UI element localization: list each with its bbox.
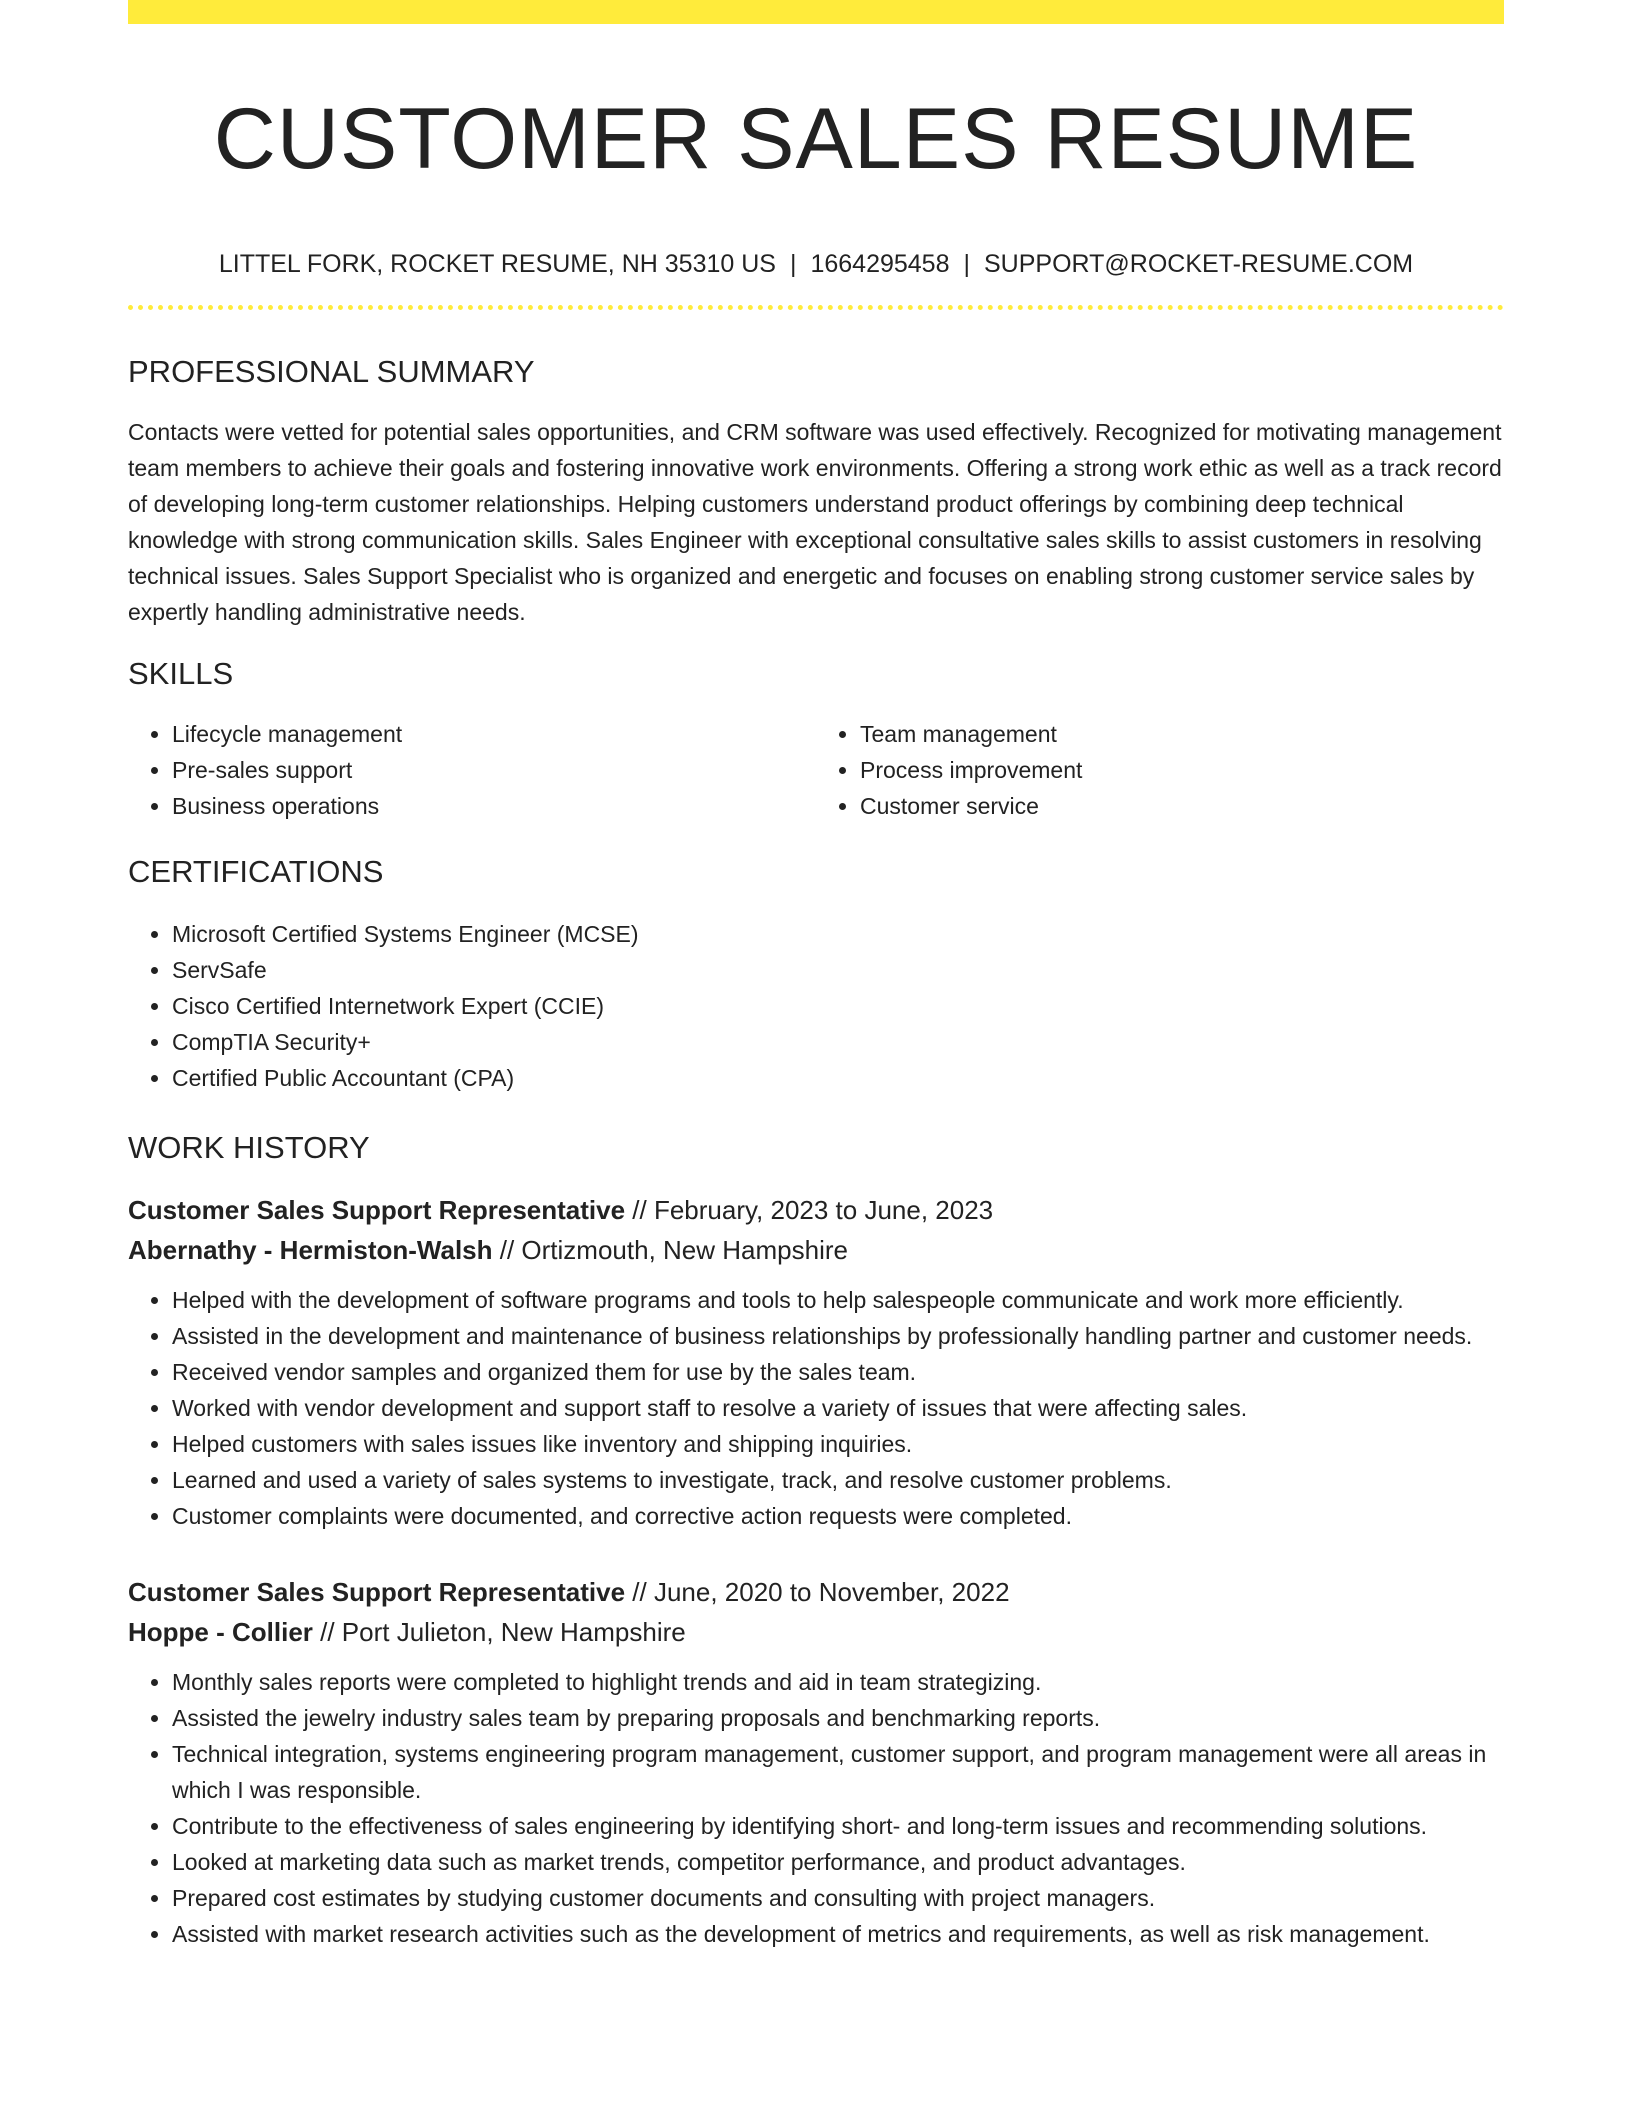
job-title-line <box>128 1190 1504 1230</box>
job-company: Abernathy - Hermiston-Walsh <box>128 1234 493 1265</box>
contact-phone: 1664295458 <box>810 249 950 278</box>
contact-address: LITTEL FORK, ROCKET RESUME, NH 35310 US <box>218 249 776 278</box>
skill-item: • Lifecycle management <box>172 716 816 752</box>
job-location: // Ortizmouth, New Hampshire <box>492 1234 848 1265</box>
job-title-line <box>128 1572 1504 1612</box>
job-location: // Port Julieton, New Hampshire <box>312 1616 686 1647</box>
job-bullet: • Assisted with market research activities such as the development of metrics and requirements, as well as risk management. <box>172 1916 1504 1952</box>
skill-item: • Pre-sales support <box>172 752 816 788</box>
accent-bar <box>128 0 1504 24</box>
certifications-list <box>128 916 1504 1096</box>
job-bullet: • Customer complaints were documented, and corrective action requests were completed. <box>172 1498 1504 1534</box>
contact-line <box>128 249 1504 279</box>
skills-columns <box>128 716 1504 824</box>
contact-email: SUPPORT@ROCKET-RESUME.COM <box>984 249 1414 278</box>
skill-item: • Team management <box>860 716 1504 752</box>
job-bullet-list <box>128 1282 1504 1534</box>
work-history-heading: WORK HISTORY <box>128 1129 370 1165</box>
job-bullet: • Looked at marketing data such as market trends, competitor performance, and product advantages. <box>172 1844 1504 1880</box>
skill-item: • Customer service <box>860 788 1504 824</box>
job-company: Hoppe - Collier <box>128 1616 313 1647</box>
summary-heading: PROFESSIONAL SUMMARY <box>128 353 535 389</box>
certifications-section <box>128 852 1504 1096</box>
job-bullet: • Prepared cost estimates by studying customer documents and consulting with project managers. <box>172 1880 1504 1916</box>
contact-separator: | <box>963 249 970 278</box>
certification-item: • ServSafe <box>172 952 1504 988</box>
job-company-line <box>128 1612 1504 1652</box>
job-bullet: • Monthly sales reports were completed to highlight trends and aid in team strategizing. <box>172 1664 1504 1700</box>
job-company-line <box>128 1230 1504 1270</box>
job-bullet: • Worked with vendor development and support staff to resolve a variety of issues that were affecting sales. <box>172 1390 1504 1426</box>
resume-title: CUSTOMER SALES RESUME <box>213 91 1419 187</box>
certification-item: • Microsoft Certified Systems Engineer (MCSE) <box>172 916 1504 952</box>
summary-text: Contacts were vetted for potential sales opportunities, and CRM software was used effectively. Recognized for motivating management team members to achieve their goals and fostering innovative work environments. Offering a strong work ethic as well as a track record of developing long-term customer relationships. Helping customers understand product offerings by combining deep technical knowledge with strong communication skills. Sales Engineer with exceptional consultative sales skills to assist customers in resolving technical issues. Sales Support Specialist who is organized and energetic and focuses on enabling strong customer service sales by expertly handling administrative needs. <box>128 418 1502 625</box>
job-bullet: • Assisted the jewelry industry sales team by preparing proposals and benchmarking reports. <box>172 1700 1504 1736</box>
job-dates: // February, 2023 to June, 2023 <box>625 1194 994 1225</box>
certification-item: • Certified Public Accountant (CPA) <box>172 1060 1504 1096</box>
job-bullet: • Helped customers with sales issues like inventory and shipping inquiries. <box>172 1426 1504 1462</box>
skills-section <box>128 654 1504 824</box>
job-role: Customer Sales Support Representative <box>128 1576 626 1607</box>
certification-item: • CompTIA Security+ <box>172 1024 1504 1060</box>
skills-heading: SKILLS <box>128 655 234 691</box>
job-bullet: • Technical integration, systems engineering program management, customer support, and program management were all areas in which I was responsible. <box>172 1736 1504 1808</box>
skill-item: • Process improvement <box>860 752 1504 788</box>
certification-item: • Cisco Certified Internetwork Expert (CCIE) <box>172 988 1504 1024</box>
resume-page <box>128 0 1504 1952</box>
summary-section <box>128 352 1504 630</box>
job-bullet: • Contribute to the effectiveness of sales engineering by identifying short- and long-term issues and recommending solutions. <box>172 1808 1504 1844</box>
job-bullet: • Helped with the development of software programs and tools to help salespeople communicate and work more efficiently. <box>172 1282 1504 1318</box>
dotted-divider <box>128 305 1504 310</box>
contact-separator: | <box>789 249 797 278</box>
certifications-heading: CERTIFICATIONS <box>128 853 384 889</box>
job-bullet: • Received vendor samples and organized them for use by the sales team. <box>172 1354 1504 1390</box>
job-bullet: • Assisted in the development and maintenance of business relationships by professionally handling partner and customer needs. <box>172 1318 1504 1354</box>
skills-list-right <box>816 716 1504 824</box>
skill-item: • Business operations <box>172 788 816 824</box>
work-history-section <box>128 1128 1504 1952</box>
job-entry <box>128 1190 1504 1534</box>
job-dates: // June, 2020 to November, 2022 <box>625 1576 1010 1607</box>
job-role: Customer Sales Support Representative <box>128 1194 626 1225</box>
skills-list-left <box>128 716 816 824</box>
job-bullet: • Learned and used a variety of sales systems to investigate, track, and resolve customer problems. <box>172 1462 1504 1498</box>
job-bullet-list <box>128 1664 1504 1952</box>
job-entry <box>128 1572 1504 1952</box>
